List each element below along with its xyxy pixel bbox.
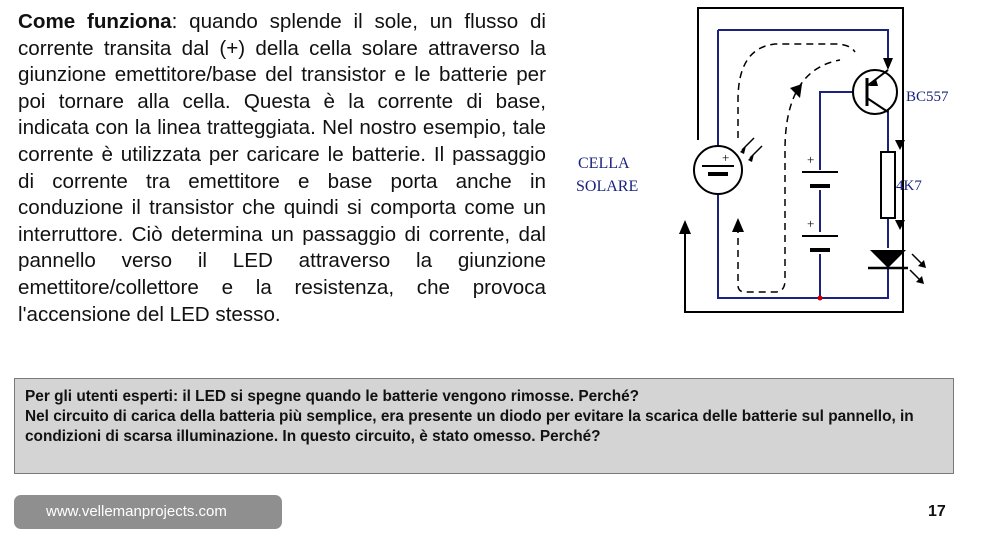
- circuit-diagram: [570, 0, 1000, 335]
- question-line-1: Per gli utenti esperti: il LED si spegne quando le batterie vengono rimosse. Perché?: [25, 388, 640, 405]
- battery-bottom-plus: +: [807, 216, 815, 231]
- paragraph-heading: Come funziona: [18, 10, 172, 33]
- dashed-arrow-down: [790, 84, 802, 98]
- page-number: 17: [928, 503, 946, 520]
- junction-dot: [818, 296, 823, 301]
- question-line-2: Nel circuito di carica della batteria più semplice, era presente un diodo per evitare la scarica delle batterie sul pannello, in condizioni di scarsa illuminazione. In questo circuito, è stato omesso. Perché?: [25, 408, 914, 446]
- circuit-wires: [718, 30, 888, 298]
- body-paragraph: [18, 9, 546, 328]
- transistor-symbol: [853, 70, 897, 114]
- expert-question-box: [14, 378, 954, 474]
- resistor-symbol: [881, 152, 895, 218]
- website-url[interactable]: www.vellemanprojects.com: [14, 495, 282, 529]
- transistor-label: BC557: [906, 89, 949, 105]
- cell-label-line2: SOLARE: [576, 178, 639, 195]
- arrow-up-left: [679, 220, 691, 234]
- paragraph-body: : quando splende il sole, un flusso di corrente transita dal (+) della cella solare attraverso la giunzione emettitore/base del transistor e le batterie per poi tornare alla cella. Questa è la corrente di base, indicata con la linea tratteggiata. Nel nostro esempio, tale corrente è utilizzata per caricare le batterie. Il passaggio di corrente tra emettitore e base porta anche in conduzione il transistor che quindi si comporta come un interruttore. Ciò determina un passaggio di corrente, dal pannello verso il LED attraverso la giunzione emettitore/collettore e la resistenza, che provoca l'accensione del LED stesso.: [18, 10, 546, 326]
- battery-top-plus: +: [807, 152, 815, 167]
- solar-cell-plus: +: [722, 150, 730, 165]
- arrow-down-emitter: [883, 58, 893, 70]
- led-symbol: [868, 250, 926, 284]
- solar-cell-symbol: [694, 138, 762, 194]
- dashed-arrow-up: [732, 218, 744, 232]
- cell-label-line1: CELLA: [578, 155, 630, 172]
- resistor-label: 4K7: [896, 178, 922, 194]
